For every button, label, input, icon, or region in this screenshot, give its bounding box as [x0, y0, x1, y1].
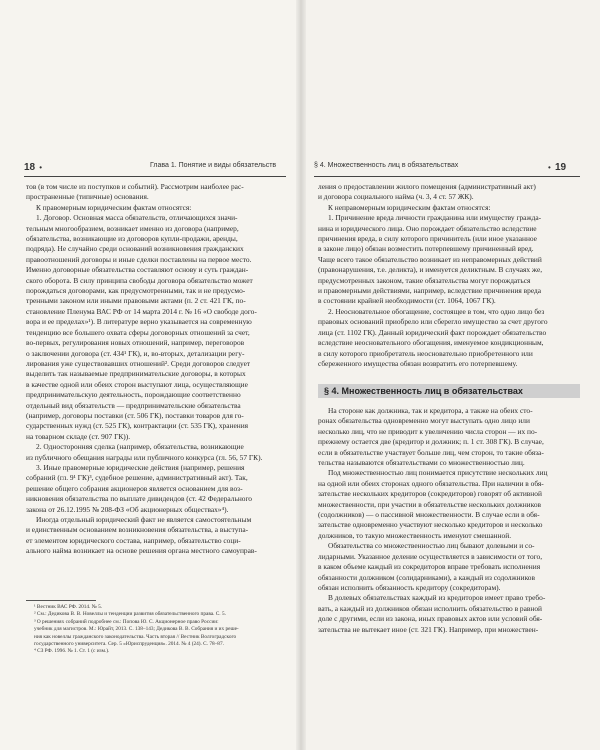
- text-line: собраний (гл. 9¹ ГК)³, судебное решение, административный акт). Так,: [26, 473, 248, 483]
- text-line: в состоянии крайней необходимости (ст. 1064, 1067 ГК).: [318, 296, 496, 306]
- text-line: из публичного обещания награды или публичного конкурса (гл. 56, 57 ГК).: [26, 452, 263, 462]
- text-line: сбереженного имущества обязан возвратить его потерпевшему.: [318, 358, 518, 368]
- text-line: предусмотренных законом, такие обязательства могут порождаться: [318, 275, 531, 285]
- text-line: Именно договорные обязательства составляют основу и суть граждан-: [26, 265, 249, 275]
- text-line: доле с другими, если из закона, иных правовых актов или условий обя-: [318, 614, 543, 624]
- text-line: правовых оснований приобрело или сберегло имущество за счет другого: [318, 317, 548, 327]
- text-line: 2. Неосновательное обогащение, состоящее в том, что одно лицо без: [328, 306, 545, 316]
- text-line: закона от 26.12.1995 № 208-ФЗ «Об акционерных обществах»⁴).: [26, 504, 229, 514]
- left-body-text: [26, 182, 284, 557]
- text-line: правоотношений договоры и иные сделки поставлены на первое место.: [26, 254, 252, 264]
- text-line: Под множественностью лиц понимается присутствие нескольких лиц: [328, 468, 548, 478]
- text-line: Обязательства со множественностью лиц бывают долевыми и со-: [328, 541, 535, 551]
- text-line: о заключении договора (ст. 434¹ ГК), и, во-вторых, детализации регу-: [26, 348, 245, 358]
- text-line: предпринимательскую деятельность, порождающие соответственно: [26, 390, 241, 400]
- footnote-line: ния как новеллы гражданского законодательства. Часть вторая // Вестник Волгоградского: [34, 633, 237, 640]
- book-gutter: [296, 0, 306, 750]
- text-line: на одной или обеих сторонах одного обязательства. При наличии в обя-: [318, 478, 544, 488]
- text-line: тельства называются обязательствами со множественностью лиц.: [318, 458, 525, 468]
- header-rule: [314, 176, 580, 177]
- text-line: выделить так называемые предпринимательские договоры, в которых: [26, 369, 246, 379]
- text-line: причинения вреда, в силу которого причинитель (или иное указанное: [318, 234, 537, 244]
- text-line: Иногда отдельный юридический факт не является самостоятельным: [36, 515, 252, 524]
- text-line: 3. Иные правомерные юридические действия (например, решения: [36, 462, 245, 472]
- right-body-text-bottom: [318, 406, 580, 635]
- text-line: в качестве одной или обеих сторон выступают лица, осуществляющие: [26, 379, 248, 389]
- text-line: тов (в том числе из поступков и событий). Рассмотрим наиболее рас-: [26, 182, 244, 191]
- text-line: обязан исполнить обязанность кредитору (сокредиторам).: [318, 582, 501, 592]
- text-line: несколько лиц, что не приводит к увеличению числа сторон — их по-: [318, 426, 538, 436]
- text-line: ронах обязательства одновременно могут выступать одно лицо или: [318, 416, 530, 426]
- text-line: ского оборота. В силу принципа свободы договора обязательство может: [26, 275, 253, 285]
- footnote-rule: [26, 600, 96, 601]
- footnote-line: государственного университета. Сер. 5 «Юриспруденция». 2014. № 4 (24). С. 78–87.: [34, 641, 224, 648]
- text-line: порождаться договорами, как предусмотренными, так и не предусмо-: [26, 286, 246, 296]
- text-line: во-первых, регулирования новых отношений, например, переговоров: [26, 338, 245, 348]
- text-line: обязанности должником (солидарниками), а каждый из содолжников: [318, 572, 535, 582]
- footnote-line: ⁴ СЗ РФ. 1996. № 1. Ст. 1 (с изм.).: [34, 648, 110, 655]
- right-running-title: § 4. Множественность лиц в обязательствах: [314, 162, 459, 169]
- text-line: множественности, при участии в обязательстве нескольких должников: [318, 499, 542, 509]
- text-line: если в обязательстве участвует больше лиц, чем сторон, то такие обяза-: [318, 447, 544, 457]
- text-line: зательстве нескольких кредиторов (сокредиторов) говорят об активной: [318, 489, 542, 499]
- text-line: на товарном складе (ст. 907 ГК)).: [26, 431, 131, 441]
- right-page: [300, 0, 600, 750]
- footnote-line: ² См.: Дедикова В. В. Новеллы и тенденции развития обязательственного права. С. 5.: [34, 611, 226, 618]
- section-heading: § 4. Множественность лиц в обязательствах: [318, 384, 580, 398]
- text-line: ет элементом юридического состава, например, обязательство соци-: [26, 535, 241, 545]
- text-line: становление Пленума ВАС РФ от 14 марта 2014 г. № 16 «О свободе дого-: [26, 306, 257, 316]
- text-line: лица (ст. 1102 ГК). Данный юридический факт порождает обязательство: [318, 327, 547, 337]
- right-page-number: • 19: [548, 162, 567, 173]
- text-line: (правонарушения, т.е. деликта), и именуется деликтным. В случаях же,: [318, 265, 543, 275]
- text-line: вследствие неосновательного обогащения, именуемое кондикционным,: [318, 338, 544, 348]
- right-body-text-top: [318, 182, 580, 369]
- footnote-line: ¹ Вестник ВАС РФ. 2014. № 5.: [34, 604, 103, 610]
- left-page-number: 18 •: [24, 162, 43, 173]
- text-line: ального найма возникает на основе решения органа местного самоуправ-: [26, 546, 257, 556]
- text-line: никновения обязательства по выплате дивидендов (ст. 42 Федерального: [26, 494, 253, 504]
- footnote-line: учебник для магистров. М.: Юрайт, 2013. С. 138–143; Дедикова В. В. Собрания и их реше-: [34, 626, 239, 633]
- text-line: (например, договоры поставки (ст. 506 ГК), поставки товаров для го-: [26, 410, 244, 420]
- text-line: обязательства, возникающие из договоров купли-продажи, аренды,: [26, 234, 238, 244]
- text-line: и единственным основанием возникновения обязательства, а выступа-: [26, 525, 249, 535]
- text-line: 1. Договор. Основная масса обязательств, отличающихся значи-: [36, 213, 238, 223]
- text-line: должников, то такую множественность именуют смешанной.: [318, 530, 512, 540]
- text-line: ления о предоставлении жилого помещения (административный акт): [318, 182, 536, 191]
- text-line: зательстве одновременно участвуют несколько кредиторов и несколько: [318, 520, 543, 530]
- text-line: вать, а каждый из должников обязан исполнить обязательство в равной: [318, 603, 542, 613]
- text-line: в законе лицо) обязан возместить потерпевшему причиненный вред.: [318, 244, 534, 254]
- text-line: 2. Односторонняя сделка (например, обязательства, возникающие: [36, 442, 244, 452]
- text-line: К неправомерным юридическим фактам относятся:: [328, 202, 491, 212]
- text-line: На стороне как должника, так и кредитора, а также на обеих сто-: [328, 406, 533, 415]
- text-line: и договора социального найма (ч. 3, 4 ст. 57 ЖК).: [318, 192, 474, 202]
- text-line: лирования уже существовавших отношений². Среди договоров следует: [26, 358, 251, 368]
- text-line: К правомерным юридическим фактам относятся:: [36, 202, 192, 212]
- text-line: в силу которого приобретатель неосновательно приобретенного или: [318, 348, 533, 358]
- text-line: нина и юридического лица. Оно порождает обязательство вследствие: [318, 223, 537, 233]
- text-line: Чаще всего такое обязательство возникает из неправомерных действий: [318, 254, 542, 264]
- left-footnotes: [26, 604, 284, 656]
- text-line: тельным многообразием, возникает именно из договора (например,: [26, 223, 239, 233]
- text-line: прежнему остается две (кредитор и должник; п. 1 ст. 308 ГК). В случае,: [318, 437, 544, 447]
- text-line: 1. Причинение вреда личности гражданина или имуществу гражда-: [328, 213, 542, 223]
- text-line: лидарными. Указанное деление осуществляется в зависимости от того,: [318, 551, 543, 561]
- text-line: отдельный вид обязательств — предпринимательские обязательства: [26, 400, 241, 410]
- header-rule: [24, 176, 286, 177]
- text-line: и правомерными действиями, например, вследствие причинения вреда: [318, 286, 542, 296]
- text-line: решение общего собрания акционеров является основанием для воз-: [26, 483, 243, 493]
- footnote-line: ³ О решениях собраний подробнее см.: Попова Ю. С. Акционерное право России:: [34, 618, 219, 625]
- text-line: в каком объеме каждый из сокредиторов вправе требовать исполнения: [318, 562, 541, 572]
- text-line: В долевых обязательствах каждый из кредиторов имеет право требо-: [328, 593, 546, 603]
- text-line: пространенные (типичные) основания.: [26, 192, 149, 202]
- text-line: тренными законом или иными правовыми актами (п. 2 ст. 421 ГК, по-: [26, 296, 246, 306]
- text-line: подряда). Не случайно среди оснований возникновения гражданских: [26, 244, 244, 254]
- text-line: зательства не вытекает иное (ст. 321 ГК). Например, при множествен-: [318, 624, 539, 634]
- text-line: вора и ее пределах»¹). В литературе верно указывается на современную: [26, 317, 252, 327]
- text-line: сударственных нужд (ст. 525 ГК), контрактации (ст. 535 ГК), хранения: [26, 421, 249, 431]
- text-line: тенденцию все большего охвата сферы договорных отношений за счет,: [26, 327, 250, 337]
- text-line: (содолжников) — о пассивной множественности. В случае если в обя-: [318, 510, 540, 520]
- left-running-title: Глава 1. Понятие и виды обязательств: [150, 162, 277, 169]
